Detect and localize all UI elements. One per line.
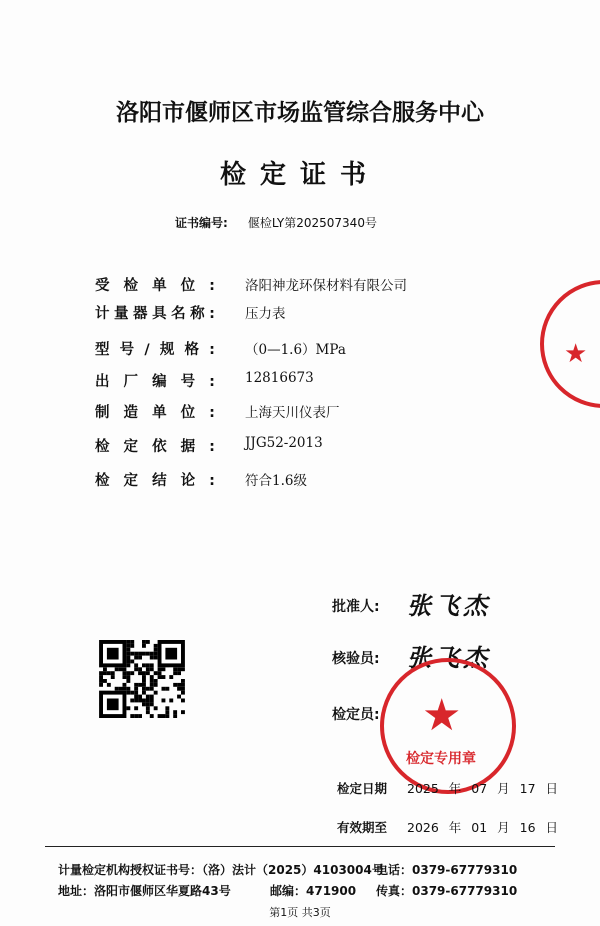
qr-code bbox=[98, 640, 186, 718]
approver-signature: 张飞杰 bbox=[407, 591, 491, 620]
star-icon: ★ bbox=[564, 339, 588, 369]
official-seal-partial bbox=[540, 280, 600, 408]
inspector bbox=[332, 704, 380, 724]
cert-number-label: 证书编号: bbox=[175, 216, 228, 230]
org-title: 洛阳市偃师区市场监管综合服务中心 bbox=[116, 100, 484, 126]
date-label: 有效期至 bbox=[337, 820, 388, 835]
star-icon: ★ bbox=[422, 690, 462, 741]
field-value: 压力表 bbox=[245, 306, 286, 322]
field-row bbox=[95, 274, 407, 295]
field-row bbox=[95, 401, 340, 422]
verifier-signature: 张飞杰 bbox=[407, 643, 491, 672]
fax: 传真：0379-67779310 bbox=[376, 884, 518, 898]
field-row bbox=[95, 338, 346, 359]
authorization-number: 计量检定机构授权证书号：（洛）法计（2025）4103004号 bbox=[58, 863, 384, 877]
verifier bbox=[332, 643, 491, 672]
phone: 电话：0379-67779310 bbox=[376, 863, 518, 877]
inspector-label: 检定员: bbox=[332, 707, 380, 723]
field-label: 检定结论: bbox=[95, 473, 215, 489]
verifier-label: 核验员: bbox=[332, 651, 380, 667]
field-row bbox=[95, 435, 323, 456]
seal-text: 检定专用章 bbox=[406, 751, 476, 767]
doc-title: 检定证书 bbox=[219, 160, 380, 190]
page-number: 第1页 共3页 bbox=[269, 906, 331, 919]
field-label: 计量器具名称: bbox=[95, 306, 215, 322]
field-value: （0—1.6）MPa bbox=[245, 342, 346, 358]
field-value: 符合1.6级 bbox=[245, 473, 307, 489]
field-value: 洛阳神龙环保材料有限公司 bbox=[245, 278, 407, 294]
approver-label: 批准人: bbox=[332, 599, 380, 615]
address: 地址：洛阳市偃师区华夏路43号 bbox=[58, 884, 231, 898]
field-value: 上海天川仪表厂 bbox=[245, 405, 340, 421]
field-label: 型号/规格: bbox=[95, 342, 215, 358]
field-label: 出厂编号: bbox=[95, 374, 215, 390]
cert-number-value: 偃检LY第202507340号 bbox=[247, 216, 377, 230]
postcode: 邮编：471900 bbox=[270, 884, 357, 898]
field-row bbox=[95, 370, 314, 391]
field-label: 受检单位: bbox=[95, 278, 215, 294]
verification-seal bbox=[380, 658, 516, 794]
date-value: 2025 年 07 月 17 日 bbox=[407, 781, 559, 796]
field-value: 12816673 bbox=[245, 370, 314, 386]
date-label: 检定日期 bbox=[337, 781, 388, 796]
field-row bbox=[95, 469, 307, 490]
footer-divider bbox=[45, 846, 555, 847]
field-label: 检定依据: bbox=[95, 439, 215, 455]
approver bbox=[332, 591, 491, 620]
field-value: JJG52-2013 bbox=[245, 435, 323, 451]
verification-date bbox=[337, 779, 558, 797]
cert-number bbox=[175, 214, 377, 231]
field-row bbox=[95, 302, 286, 323]
field-label: 制造单位: bbox=[95, 405, 215, 421]
valid-until bbox=[337, 818, 558, 836]
date-value: 2026 年 01 月 16 日 bbox=[407, 820, 559, 835]
